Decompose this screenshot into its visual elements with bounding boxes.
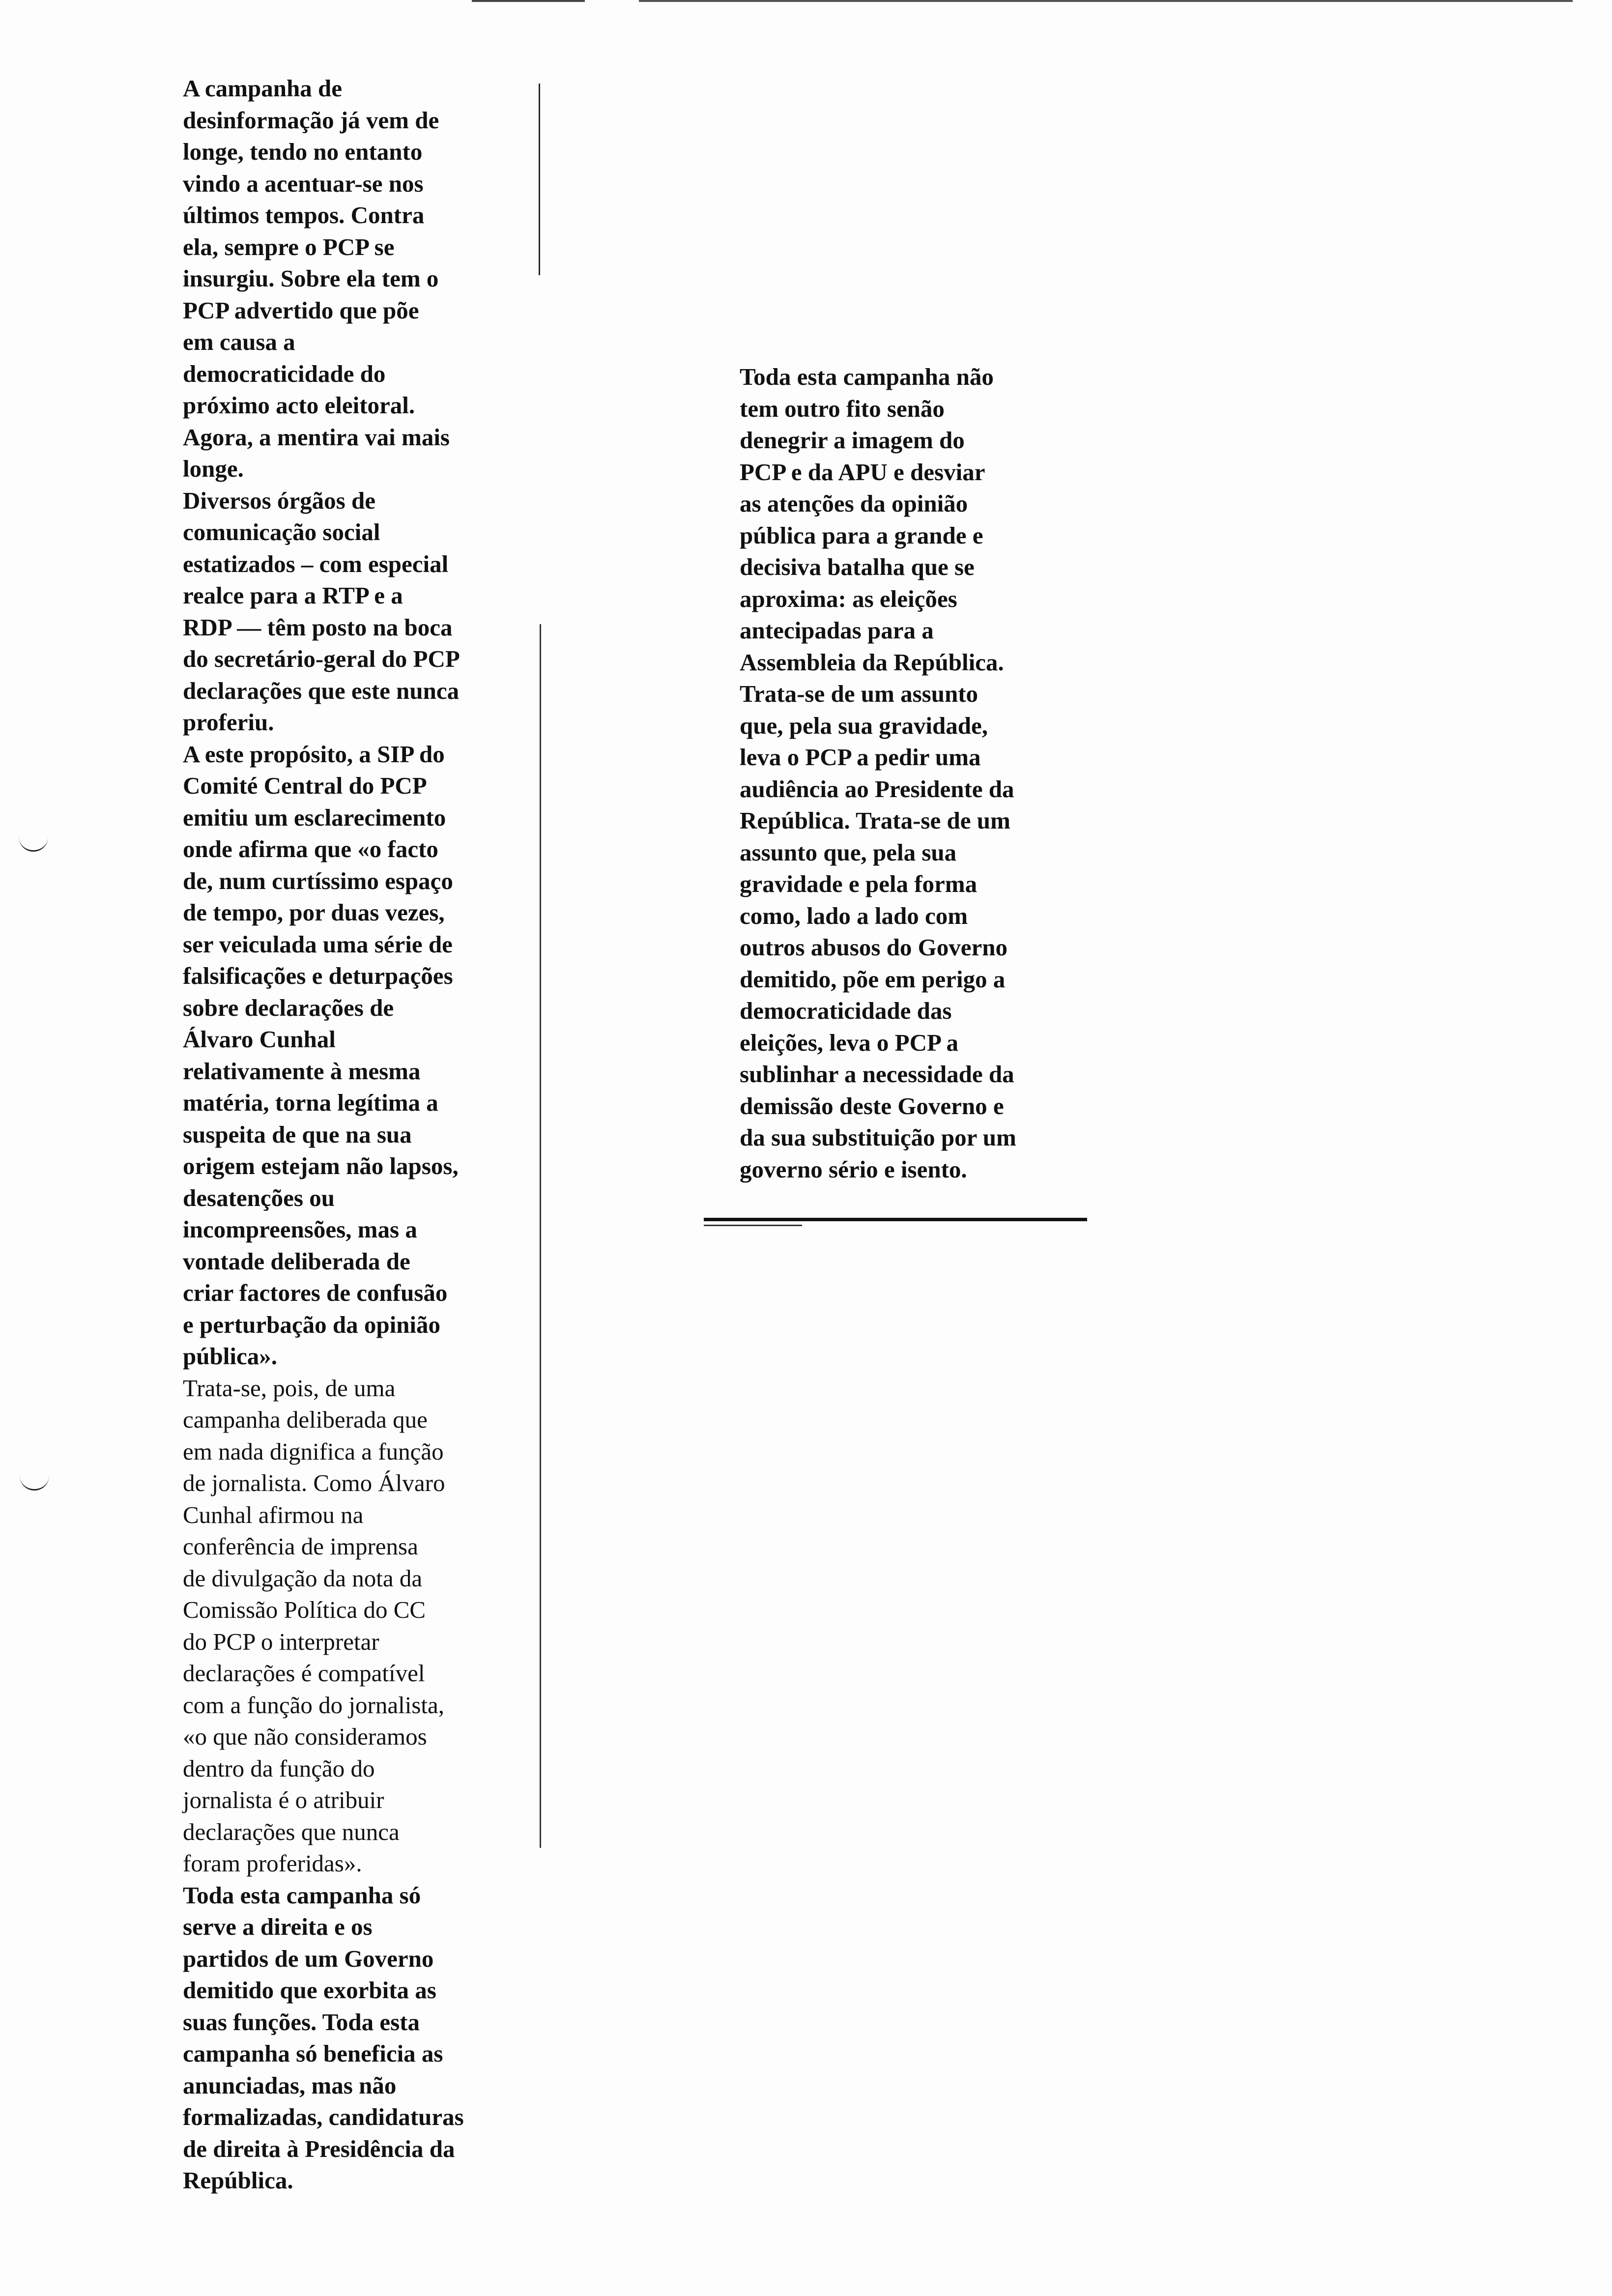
- end-rule: [704, 1225, 802, 1226]
- paragraph: Toda esta campanha não tem outro fito senão denegrir a imagem do PCP e da APU e desviar as atenções da opinião pública para a grande e decisiva batalha que se aproxima: as eleições antecipadas para a Assembleia da República. Trata-se de um assunto que, pela sua gravidade, leva o PCP a pedir uma audiência ao Presidente da República. Trata-se de um assunto que, pela sua gravidade e pela forma como, lado a lado com outros abusos do Governo demitido, põe em perigo a democraticidade das eleições, leva o PCP a sublinhar a necessidade da demissão deste Governo e da sua substituição por um governo sério e isento.: [740, 363, 1016, 1183]
- paragraph: A este propósito, a SIP do Comité Central do PCP emitiu um esclarecimento onde afirma que «o facto de, num curtíssimo espaço de tempo, por duas vezes, ser veiculada uma série de falsificações e deturpações sobre declarações de Álvaro Cunhal relativamente à mesma matéria, torna legítima a suspeita de que na sua origem estejam não lapsos, desatenções ou incompreensões, mas a vontade deliberada de criar factores de confusão e perturbação da opinião pública».: [183, 740, 459, 1370]
- top-rule: [472, 0, 585, 2]
- scan-mark: [20, 1474, 49, 1491]
- paragraph: Toda esta campanha só serve a direita e os partidos de um Governo demitido que exorbita as suas funções. Toda esta campanha só beneficia as anunciadas, mas não formalizadas, candidaturas de direita à Presidência da República.: [183, 1881, 464, 2194]
- scan-mark: [19, 835, 48, 852]
- paragraph: A campanha de desinformação já vem de longe, tendo no entanto vindo a acentuar-se nos últimos tempos. Contra ela, sempre o PCP se insurgiu. Sobre ela tem o PCP advertido que põe em causa a democraticidade do próximo acto eleitoral. Agora, a mentira vai mais longe.: [183, 75, 450, 482]
- end-rule: [704, 1218, 1087, 1221]
- paragraph: Trata-se, pois, de uma campanha deliberada que em nada dignifica a função de jornalista. Como Álvaro Cunhal afirmou na conferência de imprensa de divulgação da nota da Comissão Política do CC do PCP o interpretar declarações é compatível com a função do jornalista, «o que não consideramos dentro da função do jornalista é o atribuir declarações que nunca foram proferidas».: [183, 1374, 445, 1877]
- top-rule: [639, 0, 1573, 2]
- left-column: [183, 73, 547, 2197]
- right-column: [740, 361, 1094, 1185]
- paragraph: Diversos órgãos de comunicação social estatizados – com especial realce para a RTP e a RDP — têm posto na boca do secretário-geral do PCP declarações que este nunca proferiu.: [183, 487, 460, 736]
